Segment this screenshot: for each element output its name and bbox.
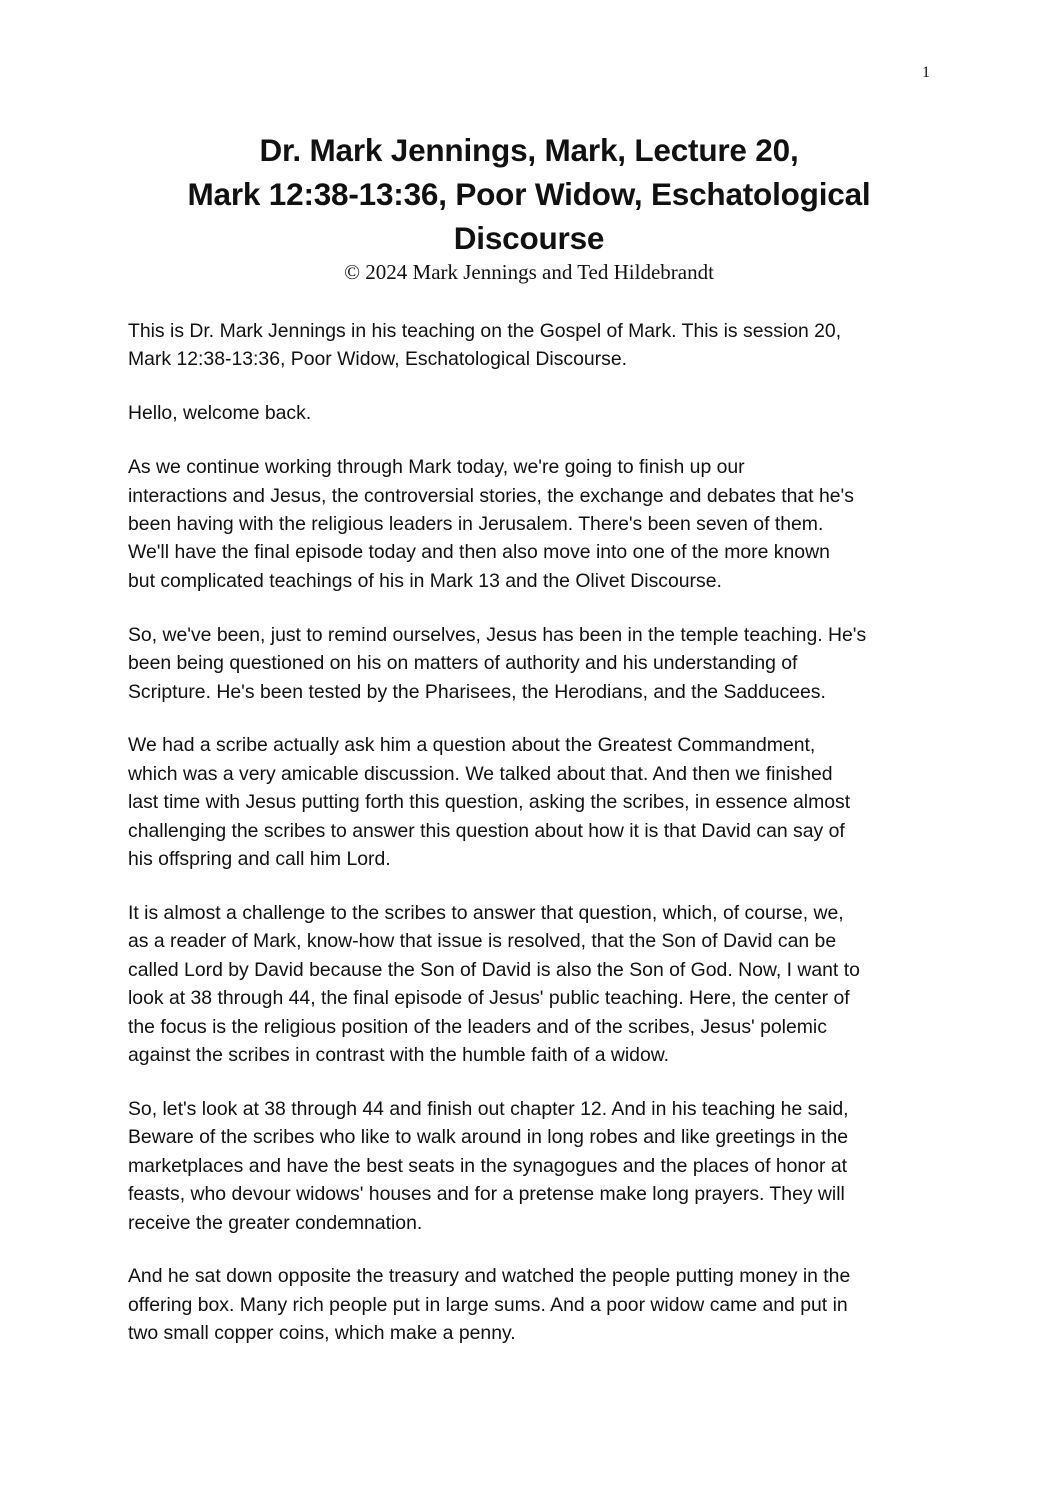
copyright-notice: © 2024 Mark Jennings and Ted Hildebrandt <box>344 260 714 284</box>
paragraph-line: We'll have the final episode today and then also move into one of the more known <box>128 541 830 564</box>
page-number: 1 <box>922 64 930 81</box>
paragraph-line: but complicated teachings of his in Mark 13 and the Olivet Discourse. <box>128 569 722 592</box>
paragraph-line: Scripture. He's been tested by the Pharisees, the Herodians, and the Sadducees. <box>128 680 826 703</box>
paragraph-line: challenging the scribes to answer this question about how it is that David can say of <box>128 819 845 842</box>
paragraph <box>128 1095 936 1237</box>
paragraph <box>128 731 936 873</box>
paragraph-line: receive the greater condemnation. <box>128 1211 423 1234</box>
paragraph-line: interactions and Jesus, the controversial stories, the exchange and debates that he's <box>128 484 854 507</box>
paragraph <box>128 399 936 427</box>
paragraph-line: look at 38 through 44, the final episode of Jesus' public teaching. Here, the center of <box>128 987 850 1010</box>
paragraph-line: called Lord by David because the Son of David is also the Son of God. Now, I want to <box>128 958 860 981</box>
paragraph-line: two small copper coins, which make a penny. <box>128 1322 516 1345</box>
document-header <box>100 128 958 284</box>
paragraph <box>128 621 936 706</box>
paragraph-line: This is Dr. Mark Jennings in his teaching on the Gospel of Mark. This is session 20, <box>128 320 842 342</box>
paragraph-line: feasts, who devour widows' houses and for a pretense make long prayers. They will <box>128 1183 845 1206</box>
paragraph-line: as a reader of Mark, know-how that issue is resolved, that the Son of David can be <box>128 930 837 953</box>
paragraph-line: So, we've been, just to remind ourselves, Jesus has been in the temple teaching. He's <box>128 623 867 646</box>
paragraph <box>128 1262 936 1347</box>
paragraph-line: against the scribes in contrast with the humble faith of a widow. <box>128 1044 670 1067</box>
paragraph-line: the focus is the religious position of the leaders and of the scribes, Jesus' polemic <box>128 1015 827 1038</box>
paragraph-line: been being questioned on his on matters of authority and his understanding of <box>128 652 798 675</box>
paragraph-line: Mark 12:38-13:36, Poor Widow, Eschatological Discourse. <box>128 348 628 371</box>
paragraph-line: As we continue working through Mark today, we're going to finish up our <box>128 456 745 479</box>
paragraph-line: And he sat down opposite the treasury and watched the people putting money in the <box>128 1265 851 1288</box>
document-title-line-1: Dr. Mark Jennings, Mark, Lecture 20, <box>259 132 799 168</box>
paragraph <box>128 899 936 1069</box>
paragraph-line: his offspring and call him Lord. <box>128 848 391 871</box>
paragraph-line: It is almost a challenge to the scribes to answer that question, which, of course, we, <box>128 902 844 924</box>
paragraph <box>128 317 936 374</box>
paragraph-line: last time with Jesus putting forth this question, asking the scribes, in essence almost <box>128 791 851 814</box>
document-title-line-2: Mark 12:38-13:36, Poor Widow, Eschatological <box>187 176 871 212</box>
paragraph-line: which was a very amicable discussion. We talked about that. And then we finished <box>128 762 833 785</box>
paragraph-line: So, let's look at 38 through 44 and finish out chapter 12. And in his teaching he said, <box>128 1097 849 1120</box>
paragraph-line: Beware of the scribes who like to walk around in long robes and like greetings in the <box>128 1126 849 1149</box>
paragraph-line: offering box. Many rich people put in large sums. And a poor widow came and put in <box>128 1293 848 1316</box>
document-body <box>128 317 936 1373</box>
paragraph-line: marketplaces and have the best seats in the synagogues and the places of honor at <box>128 1154 848 1177</box>
paragraph-line: been having with the religious leaders in Jerusalem. There's been seven of them. <box>128 513 824 536</box>
document-title-line-3: Discourse <box>453 220 605 256</box>
paragraph-line: We had a scribe actually ask him a question about the Greatest Commandment, <box>128 734 816 757</box>
paragraph-line: Hello, welcome back. <box>128 402 312 425</box>
paragraph <box>128 453 936 595</box>
